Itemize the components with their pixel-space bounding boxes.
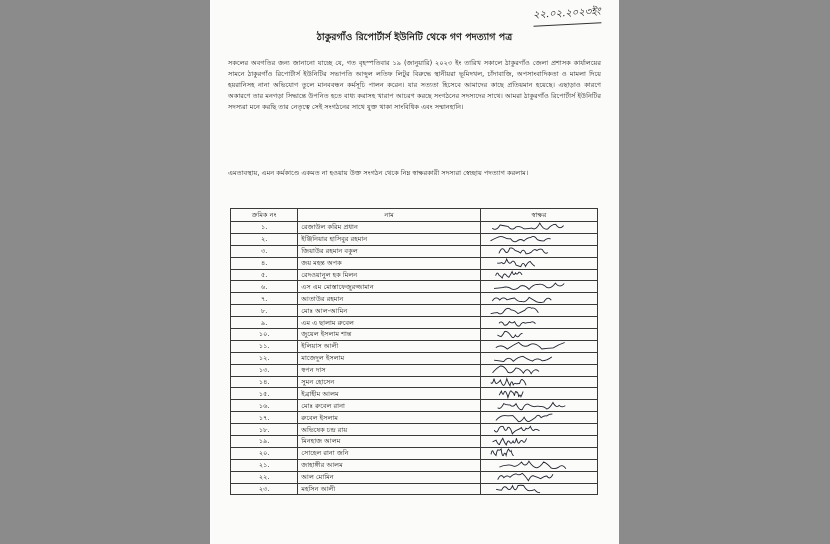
row-member-name: জয় মহন্ত অপক: [298, 257, 481, 269]
row-signature: [480, 364, 597, 376]
row-serial-number: ৩.: [231, 245, 298, 257]
row-serial-number: ৯.: [231, 317, 298, 329]
signature-scribble: [484, 258, 594, 268]
table-row: [231, 483, 598, 495]
signature-scribble: [484, 484, 594, 494]
signature-stroke: [494, 357, 552, 362]
row-member-name: মিনহাজ আলম: [298, 436, 481, 448]
signature-stroke: [492, 439, 526, 446]
body-paragraph-1: সকলের অবগতির জন্য জানানো যাচ্ছে যে, গত বৃহস্পতিবার ১৯ (জানুয়ারি) ২০২৩ ইং তারিখ সকালে ঠাকুরগাঁও জেলা প্রশাসক কার্যালয়ের সামনে ঠাকুরগাঁও রিপোর্টার্স ইউনিটির সভাপতি আব্দুল লতিফ লিটুর বিরুদ্ধে স্থানীয়রা ভূমিদখল, চাঁদাবাজি, অপসাংবাদিকতা ও মামলা দিয়ে হয়রানিসহ নানা অভিযোগ তুলে মানববন্ধন কর্মসূচি পালন করেন। যার সত্যতা হিসেবে আমাদের কাছে প্রতিয়মান হয়েছে। এছাড়াও কারণে অকারণে তার মনগড়া সিদ্ধান্তে উপনিত হতে বাধ্য করাসহ খারাপ আচরণ করছে সংগঠনের সদস্যদের সাথে। আমরা ঠাকুরগাঁও রিপোর্টার্স ইউনিটির সদস্যরা মনে করছি তার নেতৃত্বে সেই সংগঠনের সাথে যুক্ত থাকা সাংবিধিক এবং সম্মানহানি।: [228, 59, 601, 112]
signature-scribble: [484, 448, 594, 458]
row-member-name: জাহাঙ্গীর আলম: [298, 459, 481, 471]
row-serial-number: ১১.: [231, 340, 298, 352]
table-row: [231, 340, 598, 352]
signature-stroke: [492, 366, 538, 374]
signature-scribble: [484, 329, 594, 339]
row-signature: [480, 329, 597, 341]
signature-scribble: [484, 365, 594, 375]
row-member-name: এস এম মোস্তাফেজুরজ্জামান: [298, 281, 481, 293]
row-signature: [480, 412, 597, 424]
signature-scribble: [484, 436, 594, 446]
row-serial-number: ২১.: [231, 459, 298, 471]
signature-scribble: [484, 341, 594, 351]
signature-stroke: [491, 307, 539, 313]
signature-stroke: [494, 283, 564, 289]
signature-scribble: [484, 270, 594, 280]
signature-scribble: [484, 246, 594, 256]
signature-stroke: [494, 426, 539, 434]
row-signature: [480, 222, 597, 234]
row-signature: [480, 352, 597, 364]
row-member-name: রেদওয়ানুল হক মিলন: [298, 269, 481, 281]
row-signature: [480, 281, 597, 293]
header-name: নাম: [298, 209, 481, 222]
table-row: [231, 281, 598, 293]
signature-stroke: [490, 237, 550, 242]
row-signature: [480, 305, 597, 317]
signature-stroke: [498, 402, 566, 409]
row-member-name: মহসিন আলী: [298, 483, 481, 495]
signature-stroke: [497, 332, 522, 338]
table-row: [231, 245, 598, 257]
table-row: [231, 222, 598, 234]
row-signature: [480, 293, 597, 305]
row-serial-number: ৪.: [231, 257, 298, 269]
row-member-name: এম এ ছালাম রুবেল: [298, 317, 481, 329]
table-row: [231, 233, 598, 245]
row-serial-number: ১২.: [231, 352, 298, 364]
row-serial-number: ১৭.: [231, 412, 298, 424]
row-member-name: আল মোমিন: [298, 471, 481, 483]
signature-scribble: [484, 425, 594, 435]
signature-stroke: [496, 414, 552, 422]
row-signature: [480, 483, 597, 495]
resignation-letter-page: [210, 0, 619, 544]
signature-scribble: [484, 389, 594, 399]
signature-stroke: [492, 297, 551, 302]
header-serial: ক্রমিক নং: [231, 209, 298, 222]
row-member-name: রেজাউল করিম প্রধান: [298, 222, 481, 234]
signature-scribble: [484, 234, 594, 244]
table-row: [231, 352, 598, 364]
row-member-name: জিয়াউর রহমান বকুল: [298, 245, 481, 257]
signature-scribble: [484, 377, 594, 387]
table-row: [231, 412, 598, 424]
signature-stroke: [496, 485, 540, 492]
handwritten-date: ২২.০২.২০২৩ইং: [533, 4, 602, 27]
table-row: [231, 329, 598, 341]
table-row: [231, 388, 598, 400]
row-signature: [480, 459, 597, 471]
row-serial-number: ১.: [231, 222, 298, 234]
signature-scribble: [484, 460, 594, 470]
signature-stroke: [491, 449, 514, 456]
row-member-name: অভিষেক চন্দ্র রায়: [298, 424, 481, 436]
header-signature: স্বাক্ষর: [480, 209, 597, 222]
signature-stroke: [499, 461, 565, 469]
signature-stroke: [499, 248, 548, 254]
signature-scribble: [484, 318, 594, 328]
row-member-name: ইঞ্জিনিয়ার হাসিবুর রহমান: [298, 233, 481, 245]
signature-stroke: [499, 321, 535, 326]
left-margin-panel: [0, 0, 210, 544]
row-member-name: সুমন হোসেন: [298, 376, 481, 388]
row-signature: [480, 376, 597, 388]
signature-stroke: [497, 259, 535, 267]
table-row: [231, 447, 598, 459]
row-signature: [480, 245, 597, 257]
signature-scribble: [484, 401, 594, 411]
row-signature: [480, 340, 597, 352]
signature-stroke: [498, 473, 553, 480]
signature-scribble: [484, 413, 594, 423]
signature-stroke: [499, 391, 523, 398]
row-member-name: সোহেল রানা জনি: [298, 447, 481, 459]
row-serial-number: ৫.: [231, 269, 298, 281]
table-row: [231, 317, 598, 329]
table-row: [231, 376, 598, 388]
table-row: [231, 257, 598, 269]
row-member-name: মোঃ আল-আমিন: [298, 305, 481, 317]
row-serial-number: ১৫.: [231, 388, 298, 400]
row-serial-number: ২২.: [231, 471, 298, 483]
table-row: [231, 269, 598, 281]
row-signature: [480, 471, 597, 483]
body-paragraph-2: এমতাবস্থায়, এমন কর্মকাণ্ডে একমত না হওয়ায় উক্ত সংগঠন থেকে নিম্ন স্বাক্ষরকারী সদস্যরা স্বেচ্ছায় পদত্যাগ করলাম।: [228, 169, 529, 177]
row-signature: [480, 447, 597, 459]
row-member-name: মাজেদুল ইসলাম: [298, 352, 481, 364]
signature-stroke: [496, 272, 522, 278]
table-row: [231, 436, 598, 448]
signatory-table: [230, 208, 598, 495]
signature-scribble: [484, 472, 594, 482]
table-header-row: [231, 209, 598, 222]
row-serial-number: ১৮.: [231, 424, 298, 436]
row-serial-number: ১৬.: [231, 400, 298, 412]
row-member-name: মোঃ রুবেল রানা: [298, 400, 481, 412]
row-serial-number: ৮.: [231, 305, 298, 317]
row-signature: [480, 400, 597, 412]
signature-stroke: [496, 343, 565, 350]
signatory-rows: [231, 222, 598, 495]
row-member-name: রুবেল ইসলাম: [298, 412, 481, 424]
row-signature: [480, 269, 597, 281]
row-serial-number: ২৩.: [231, 483, 298, 495]
table-row: [231, 471, 598, 483]
table-row: [231, 400, 598, 412]
row-serial-number: ৬.: [231, 281, 298, 293]
row-member-name: ইব্রাহীম আলম: [298, 388, 481, 400]
signature-stroke: [491, 379, 526, 386]
signature-scribble: [484, 294, 594, 304]
row-signature: [480, 233, 597, 245]
row-signature: [480, 436, 597, 448]
row-member-name: স্বপন দাস: [298, 364, 481, 376]
signature-scribble: [484, 353, 594, 363]
row-signature: [480, 257, 597, 269]
row-member-name: আতাউর রহমান: [298, 293, 481, 305]
row-serial-number: ১৪.: [231, 376, 298, 388]
row-member-name: ইলিয়াস আলী: [298, 340, 481, 352]
table-row: [231, 364, 598, 376]
row-signature: [480, 317, 597, 329]
table-row: [231, 305, 598, 317]
document-title: ঠাকুরগাঁও রিপোর্টার্স ইউনিটি থেকে গণ পদত্যাগ পত্র: [316, 32, 513, 43]
signature-scribble: [484, 282, 594, 292]
row-signature: [480, 388, 597, 400]
row-member-name: জুয়েল ইসলাম শান্ত: [298, 329, 481, 341]
signature-scribble: [484, 306, 594, 316]
table-row: [231, 459, 598, 471]
table-row: [231, 293, 598, 305]
signature-scribble: [484, 222, 594, 232]
row-serial-number: ২০.: [231, 447, 298, 459]
table-row: [231, 424, 598, 436]
row-serial-number: ১০.: [231, 329, 298, 341]
row-serial-number: ১৯.: [231, 436, 298, 448]
row-serial-number: ২.: [231, 233, 298, 245]
right-margin-panel: [619, 0, 830, 544]
signature-stroke: [492, 224, 563, 230]
row-signature: [480, 424, 597, 436]
row-serial-number: ১৩.: [231, 364, 298, 376]
row-serial-number: ৭.: [231, 293, 298, 305]
